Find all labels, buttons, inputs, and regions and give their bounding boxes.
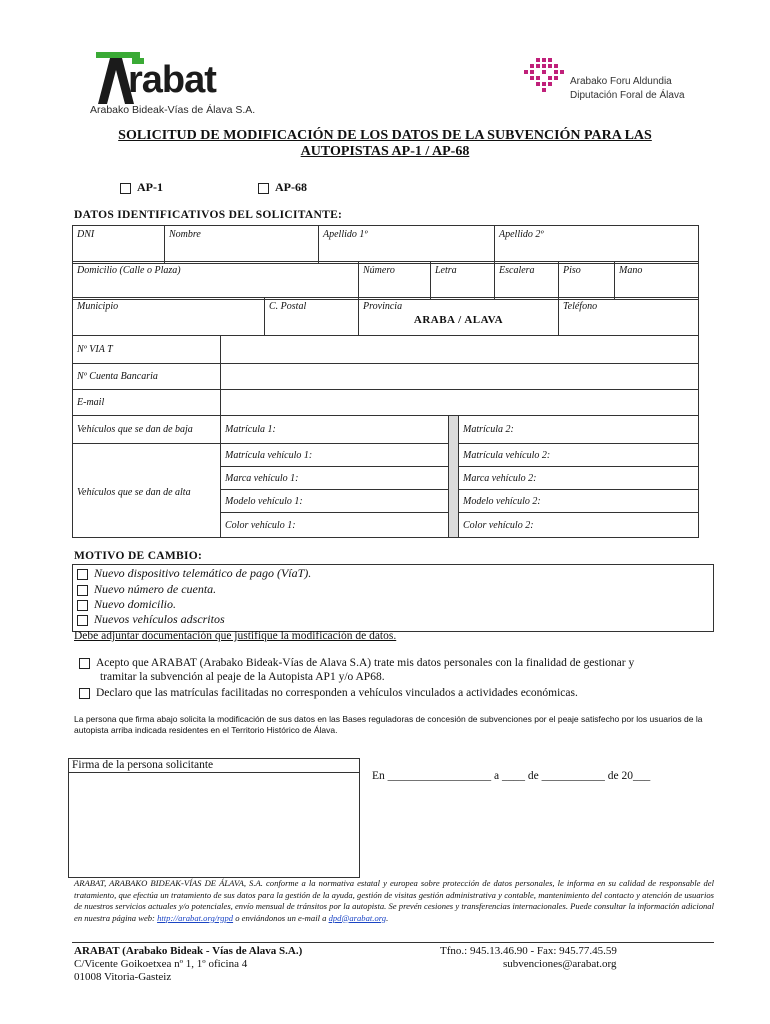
email-label: E-mail xyxy=(73,390,221,416)
footer-email[interactable]: subvenciones@arabat.org xyxy=(503,958,617,970)
page-title: SOLICITUD DE MODIFICACIÓN DE LOS DATOS DE LA SUBVENCIÓN PARA LAS AUTOPISTAS AP-1 / AP-68 xyxy=(118,128,652,159)
diputacion-logo-icon xyxy=(522,56,568,102)
via-t-input[interactable] xyxy=(221,336,699,364)
matricula1-field[interactable]: Matrícula 1: xyxy=(221,416,449,444)
footer-address1: C/Vicente Goikoetxea nº 1, 1º oficina 4 xyxy=(74,958,248,970)
marca2-field[interactable]: Marca vehículo 2: xyxy=(459,467,699,490)
escalera-field[interactable]: Escalera xyxy=(495,262,559,300)
date-line[interactable]: En __________________ a ____ de ___________ de 20___ xyxy=(372,770,651,782)
modelo1-field[interactable]: Modelo vehículo 1: xyxy=(221,490,449,513)
consent-declare[interactable]: Declaro que las matrículas facilitadas no corresponden a vehículos vinculados a actividades económicas. xyxy=(79,687,578,699)
email-input[interactable] xyxy=(221,390,699,416)
mat-veh1-field[interactable]: Matrícula vehículo 1: xyxy=(221,444,449,467)
motivo-item[interactable]: Nuevo domicilio. xyxy=(77,597,176,612)
motivo-item[interactable]: Nuevo dispositivo telemático de pago (VíaT). xyxy=(77,566,311,581)
nombre-field[interactable]: Nombre xyxy=(165,226,319,264)
signature-box[interactable] xyxy=(68,758,360,878)
company-subtitle: Arabako Bideak-Vías de Álava S.A. xyxy=(90,104,256,116)
telefono-field[interactable]: Teléfono xyxy=(559,298,699,336)
applicant-address-table xyxy=(72,261,699,300)
checkbox-icon[interactable] xyxy=(79,688,90,699)
dni-field[interactable]: DNI xyxy=(73,226,165,264)
vehicle-separator xyxy=(449,416,459,538)
cuenta-label: Nº Cuenta Bancaria xyxy=(73,364,221,390)
apellido1-field[interactable]: Apellido 1º xyxy=(319,226,495,264)
checkbox-icon[interactable] xyxy=(77,569,88,580)
apellido2-field[interactable]: Apellido 2º xyxy=(495,226,699,264)
gov-name-basque: Arabako Foru Aldundia xyxy=(570,76,672,87)
modelo2-field[interactable]: Modelo vehículo 2: xyxy=(459,490,699,513)
provincia-field[interactable]: Provincia ARABA / ALAVA xyxy=(359,298,559,336)
checkbox-icon[interactable] xyxy=(77,585,88,596)
motivo-item[interactable]: Nuevo número de cuenta. xyxy=(77,582,216,597)
dpd-email-link[interactable]: dpd@arabat.org xyxy=(328,912,387,923)
municipio-field[interactable]: Municipio xyxy=(73,298,265,336)
signature-label: Firma de la persona solicitante xyxy=(72,759,214,771)
option-ap1[interactable]: AP-1 xyxy=(120,180,163,195)
footer-company: ARABAT (Arabako Bideak - Vías de Alava S.A.) xyxy=(74,945,303,957)
mat-veh2-field[interactable]: Matrícula vehículo 2: xyxy=(459,444,699,467)
checkbox-icon[interactable] xyxy=(77,600,88,611)
matricula2-field[interactable]: Matrícula 2: xyxy=(459,416,699,444)
privacy-notice: ARABAT, ARABAKO BIDEAK-VÍAS DE ÁLAVA, S.A. conforme a la normativa estatal y europea sobre protección de datos personales, le informa en su calidad de responsable del tratamiento, que efectúa un tratamiento de sus datos para la gestión de la ayuda, gestión de visitas gestión administrativa y contable, mantenimiento del contacto y atención de usuarios de nuestros servicios actuales y/o potenciales, envío mensual de tránsitos por la autopista. Se prevén cesiones y transferencias internacionales. Puede consultar la información adicional en nuestra página web: http://arabat.org/rgpd o enviándonos un e-mail a dpd@arabat.org. xyxy=(74,878,714,923)
provincia-value: ARABA / ALAVA xyxy=(413,314,504,326)
documentation-note: Debe adjuntar documentación que justifique la modificación de datos. xyxy=(74,630,397,642)
motivo-item[interactable]: Nuevos vehículos adscritos xyxy=(77,612,225,627)
consent-accept-cont: tramitar la subvención al peaje de la Autopista AP1 y/o AP68. xyxy=(100,671,385,683)
checkbox-icon[interactable] xyxy=(258,183,269,194)
baja-label: Vehículos que se dan de baja xyxy=(73,416,221,444)
signature-divider xyxy=(69,772,359,773)
cpostal-field[interactable]: C. Postal xyxy=(265,298,359,336)
color2-field[interactable]: Color vehículo 2: xyxy=(459,513,699,538)
letra-field[interactable]: Letra xyxy=(431,262,495,300)
gov-name-spanish: Diputación Foral de Álava xyxy=(570,90,685,101)
consent-accept[interactable]: Acepto que ARABAT (Arabako Bideak-Vías de Alava S.A) trate mis datos personales con la finalidad de gestionar y xyxy=(79,657,634,669)
applicant-section-title: DATOS IDENTIFICATIVOS DEL SOLICITANTE: xyxy=(74,209,343,221)
numero-field[interactable]: Número xyxy=(359,262,431,300)
footer-address2: 01008 Vitoria-Gasteiz xyxy=(74,971,172,983)
domicilio-field[interactable]: Domicilio (Calle o Plaza) xyxy=(73,262,359,300)
footer-phone-fax: Tfno.: 945.13.46.90 - Fax: 945.77.45.59 xyxy=(440,945,617,957)
footer-divider xyxy=(72,942,714,943)
rgpd-link[interactable]: http://arabat.org/rgpd xyxy=(157,912,234,923)
marca1-field[interactable]: Marca vehículo 1: xyxy=(221,467,449,490)
via-t-label: Nº VIA T xyxy=(73,336,221,364)
motivo-title: MOTIVO DE CAMBIO: xyxy=(74,550,203,562)
mano-field[interactable]: Mano xyxy=(615,262,699,300)
applicant-location-table xyxy=(72,297,699,336)
arabat-logo-wordmark: rabat xyxy=(128,59,216,101)
piso-field[interactable]: Piso xyxy=(559,262,615,300)
option-ap68[interactable]: AP-68 xyxy=(258,180,307,195)
legal-text: La persona que firma abajo solicita la modificación de sus datos en las Bases reguladoras de concesión de subvenciones por el peaje satisfecho por los usuarios de la autopista arriba indicada residentes en el Territorio Histórico de Álava. xyxy=(74,714,703,735)
applicant-names-table xyxy=(72,225,699,264)
vehicles-table xyxy=(72,335,699,538)
cuenta-input[interactable] xyxy=(221,364,699,390)
checkbox-icon[interactable] xyxy=(120,183,131,194)
checkbox-icon[interactable] xyxy=(77,615,88,626)
checkbox-icon[interactable] xyxy=(79,658,90,669)
color1-field[interactable]: Color vehículo 1: xyxy=(221,513,449,538)
alta-label: Vehículos que se dan de alta xyxy=(73,444,221,538)
